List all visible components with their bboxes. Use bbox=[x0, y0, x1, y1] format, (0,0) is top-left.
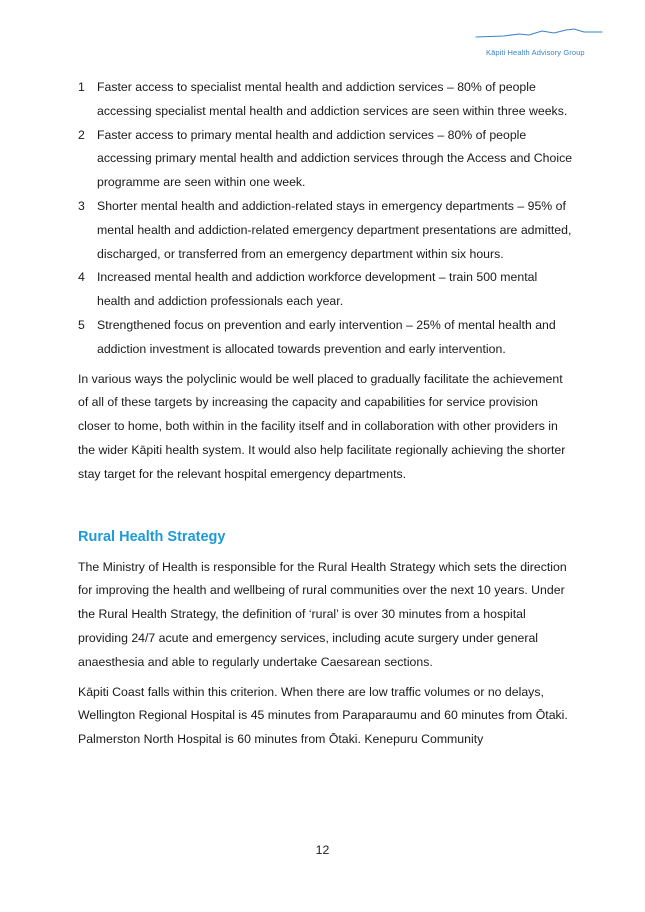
page-number: 12 bbox=[315, 843, 330, 857]
list-item-text: Strengthened focus on prevention and early intervention – 25% of mental health and addiction investment is allocated towards prevention and early intervention. bbox=[97, 317, 556, 356]
list-item-text: Shorter mental health and addiction-related stays in emergency departments – 95% of mental health and addiction-related emergency department presentations are admitted, discharged, or transferred from an emergency department within six hours. bbox=[97, 198, 572, 261]
list-item-number: 2 bbox=[78, 127, 85, 142]
list-item-number: 1 bbox=[78, 80, 85, 94]
list-item-text: Faster access to specialist mental health and addiction services – 80% of people accessing specialist mental health and addiction services are seen within three weeks. bbox=[97, 80, 568, 118]
list-item bbox=[78, 124, 574, 195]
list-item-number: 3 bbox=[78, 198, 85, 213]
logo-text: Kāpiti Health Advisory Group bbox=[486, 48, 585, 57]
list-item-text: Increased mental health and addiction workforce development – train 500 mental health and addiction professionals each year. bbox=[97, 270, 538, 309]
section-heading: Rural Health Strategy bbox=[78, 528, 226, 545]
list-item bbox=[78, 266, 574, 314]
rural-paragraph-1: The Ministry of Health is responsible for the Rural Health Strategy which sets the direction for improving the health and wellbeing of rural communities over the next 10 years. Under the Rural Health Strategy, the definition of ‘rural’ is over 30 minutes from a hospital providing 24/7 acute and emergency services, including acute surgery under general anaesthesia and able to regularly undertake Caesarean sections. bbox=[78, 559, 567, 669]
polyclinic-paragraph: In various ways the polyclinic would be well placed to gradually facilitate the achievement of all of these targets by increasing the capacity and capabilities for service provision closer to home, both within in the facility itself and in collaboration with other providers in the wider Kāpiti health system. It would also help facilitate regionally achieving the shorter stay target for the relevant hospital emergency departments. bbox=[78, 371, 566, 481]
rural-paragraph-2: Kāpiti Coast falls within this criterion. When there are low traffic volumes or no delays, Wellington Regional Hospital is 45 minutes from Paraparaumu and 60 minutes from Ōtaki. Palmerston North Hospital is 60 minutes from Ōtaki. Kenepuru Community bbox=[78, 684, 568, 747]
list-item-number: 4 bbox=[78, 270, 85, 285]
targets-list bbox=[78, 76, 574, 362]
list-item bbox=[78, 76, 574, 124]
mountain-line-icon bbox=[474, 22, 604, 42]
list-item-text: Faster access to primary mental health and addiction services – 80% of people accessing primary mental health and addiction services through the Access and Choice programme are seen within one week. bbox=[97, 127, 573, 190]
document-body bbox=[78, 76, 574, 752]
header-logo bbox=[474, 22, 604, 62]
list-item-number: 5 bbox=[78, 317, 85, 332]
list-item bbox=[78, 314, 574, 362]
list-item bbox=[78, 195, 574, 266]
